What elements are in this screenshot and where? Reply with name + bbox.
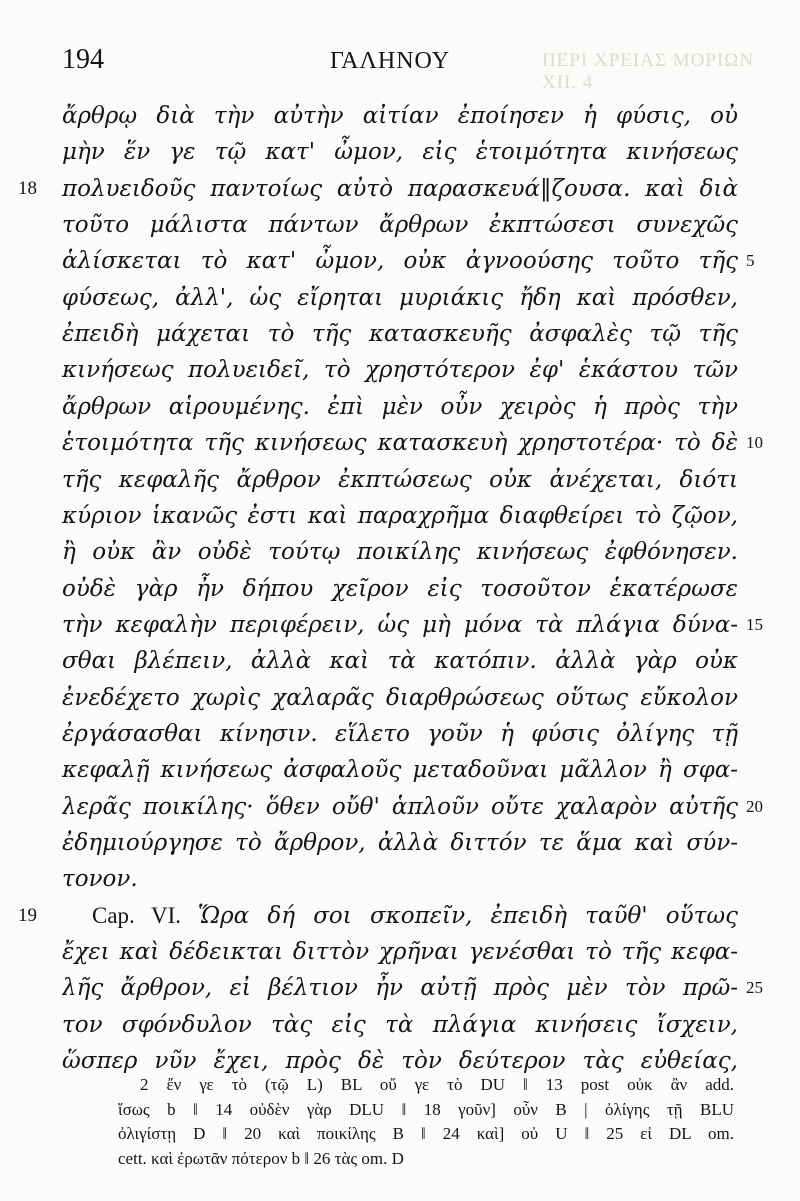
line-text: ἄρθρῳ διὰ τὴν αὐτὴν αἰτίαν ἐποίησεν ἡ φύσις, οὐ xyxy=(62,103,738,129)
marginal-chapter-number: 19 xyxy=(18,904,37,926)
apparatus-line: 2 ἔν γε τὸ (τῷ L) BL οὔ γε τὸ DU ‖ 13 post οὐκ ἂν add. xyxy=(140,1075,734,1094)
line-text: ἑτοιμότητα τῆς κινήσεως κατασκευὴ χρηστοτέρα· τὸ δὲ xyxy=(62,430,738,457)
line-text: τονον. xyxy=(62,866,138,893)
text-line xyxy=(62,425,738,461)
text-line xyxy=(62,861,738,897)
text-line xyxy=(62,280,738,316)
text-line xyxy=(62,243,738,279)
page-number: 194 xyxy=(62,44,104,75)
line-number: 5 xyxy=(746,251,755,271)
text-line xyxy=(62,171,738,207)
line-text: οὐδὲ γὰρ ἦν δήπου χεῖρον εἰς τοσοῦτον ἑκατέρωσε xyxy=(62,575,738,602)
apparatus-line: cett. καὶ ἐρωτᾶν πότερον b ‖ 26 τὰς om. D xyxy=(118,1148,404,1168)
text-line xyxy=(62,643,738,679)
text-line xyxy=(62,1007,738,1043)
line-text: τοῦτο μάλιστα πάντων ἄρθρων ἐκπτώσεσι συνεχῶς xyxy=(62,212,738,239)
text-line xyxy=(62,825,738,861)
text-line xyxy=(62,316,738,352)
line-text: φύσεως, ἀλλ', ὡς εἴρηται μυριάκις ἤδη καὶ πρόσθεν, xyxy=(62,284,738,311)
text-line xyxy=(62,934,738,970)
text-line xyxy=(62,680,738,716)
line-text: ἢ οὐκ ἂν οὐδὲ τούτῳ ποικίλης κινήσεως ἐφθόνησεν. xyxy=(62,539,738,566)
line-text: κινήσεως πολυειδεῖ, τὸ χρηστότερον ἐφ' ἑκάστου τῶν xyxy=(62,357,738,384)
line-text: τον σφόνδυλον τὰς εἰς τὰ πλάγια κινήσεις ἴσχειν, xyxy=(62,1011,738,1038)
text-line xyxy=(92,898,738,934)
line-text: ἐπειδὴ μάχεται τὸ τῆς κατασκευῆς ἀσφαλὲς τῷ τῆς xyxy=(62,321,738,348)
text-line xyxy=(62,607,738,643)
line-text: ἐνεδέχετο χωρὶς χαλαρᾶς διαρθρώσεως οὕτως εὔκολον xyxy=(62,684,738,711)
text-line xyxy=(62,98,738,134)
line-text: ἔχει καὶ δέδεικται διττὸν χρῆναι γενέσθαι τὸ τῆς κεφα- xyxy=(62,939,738,966)
line-text: σθαι βλέπειν, ἀλλὰ καὶ τὰ κατόπιν. ἀλλὰ γὰρ οὐκ xyxy=(62,648,738,675)
text-line xyxy=(62,716,738,752)
page-header xyxy=(62,44,762,93)
line-number: 20 xyxy=(746,796,763,816)
line-text: κεφαλῇ κινήσεως ἀσφαλοῦς μεταδοῦναι μᾶλλον ἢ σφα- xyxy=(62,757,738,784)
line-text: λῆς ἄρθρον, εἰ βέλτιον ἦν αὐτῇ πρὸς μὲν τὸν πρῶ- xyxy=(62,975,738,1002)
show-through-text: ΠΕΡΙ ΧΡΕΙΑΣ ΜΟΡΙΩΝ ΧΙΙ. 4 xyxy=(542,50,755,93)
line-number: 15 xyxy=(746,614,763,634)
apparatus-line: ἴσως b ‖ 14 οὐδὲν γὰρ DLU ‖ 18 γοῦν] οὖν B | ὀλίγης τῇ BLU xyxy=(118,1099,734,1119)
apparatus-line: ὀλιγίστῃ D ‖ 20 καὶ ποικίλης B ‖ 24 καὶ] οὐ U ‖ 25 εἰ DL om. xyxy=(118,1124,734,1143)
line-text: ἐδημιούργησε τὸ ἄρθρον, ἀλλὰ διττόν τε ἅμα καὶ σύν- xyxy=(62,830,738,856)
line-text: κύριον ἱκανῶς ἐστι καὶ παραχρῆμα διαφθείρει τὸ ζῷον, xyxy=(62,502,738,529)
line-text: τὴν κεφαλὴν περιφέρειν, ὡς μὴ μόνα τὰ πλάγια δύνα- xyxy=(62,611,738,638)
text-line xyxy=(62,498,738,534)
text-line xyxy=(62,207,738,243)
line-text: ὥσπερ νῦν ἔχει, πρὸς δὲ τὸν δεύτερον τὰς εὐθείας, xyxy=(62,1048,738,1075)
line-text: λερᾶς ποικίλης· ὅθεν οὔθ' ἁπλοῦν οὔτε χαλαρὸν αὐτῆς xyxy=(62,793,738,820)
line-number: 10 xyxy=(746,433,763,453)
marginal-chapter-number: 18 xyxy=(18,177,37,199)
line-text: πολυειδοῦς παντοίως αὐτὸ παρασκευά‖ζουσα. καὶ διὰ xyxy=(62,175,738,202)
text-line xyxy=(62,752,738,788)
line-text: ἁλίσκεται τὸ κατ' ὦμον, οὐκ ἀγνοούσης τοῦτο τῆς xyxy=(62,248,738,275)
text-line xyxy=(62,789,738,825)
text-line xyxy=(62,462,738,498)
line-text: Ὥρα δή σοι σκοπεῖν, ἐπειδὴ ταῦθ' οὕτως xyxy=(197,902,738,929)
line-number: 25 xyxy=(746,978,763,998)
text-line xyxy=(62,352,738,388)
line-text: μὴν ἕν γε τῷ κατ' ὦμον, εἰς ἑτοιμότητα κινήσεως xyxy=(62,139,738,166)
running-title: ΓΑΛΗΝΟΥ xyxy=(330,48,451,74)
line-text: ἐργάσασθαι κίνησιν. εἵλετο γοῦν ἡ φύσις ὀλίγης τῇ xyxy=(62,720,738,747)
chapter-heading: Cap. VI. xyxy=(92,902,198,928)
line-text: ἄρθρων αἱρουμένης. ἐπὶ μὲν οὖν χειρὸς ἡ πρὸς τὴν xyxy=(62,393,738,420)
line-text: τῆς κεφαλῆς ἄρθρον ἐκπτώσεως οὐκ ἀνέχεται, διότι xyxy=(62,466,738,493)
text-line xyxy=(62,134,738,170)
text-line xyxy=(62,389,738,425)
text-line xyxy=(62,571,738,607)
text-line xyxy=(62,970,738,1006)
text-line xyxy=(62,534,738,570)
